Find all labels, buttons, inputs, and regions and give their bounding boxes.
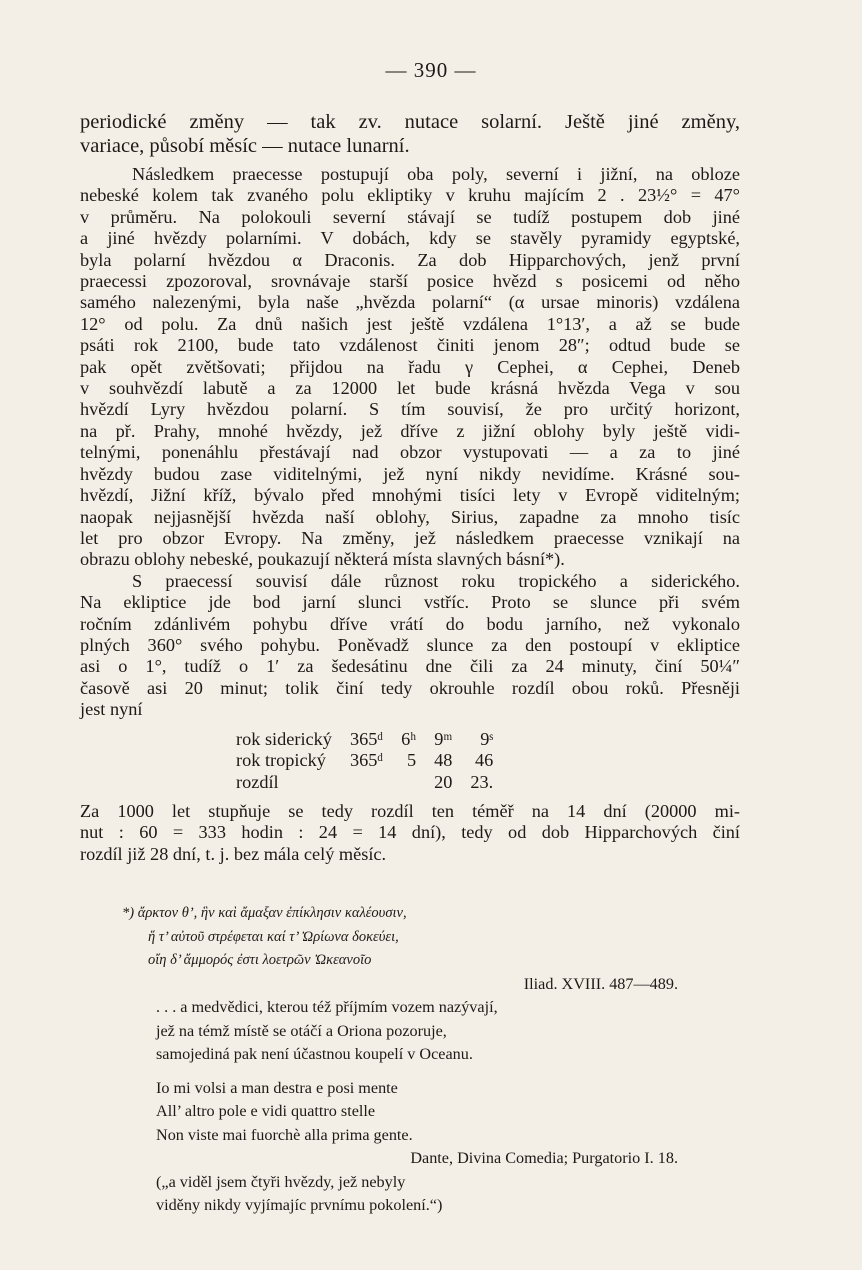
quote-line: οἴη δ’ ἄμμορός ἐστι λοετρῶν Ὠκεανοῖο — [148, 952, 372, 968]
quote-line: ἥ τ’ αὐτοῦ στρέφεται καί τ’ Ὠρίωνα δοκεύει, — [148, 928, 399, 945]
quote-reference: Dante, Divina Comedia; Purgatorio I. 18. — [410, 1149, 678, 1167]
text-line: nut : 60 = 333 hodin : 24 = 14 dní), tedy od dob Hipparchových činí — [80, 822, 740, 843]
italian-translation — [80, 1171, 740, 1218]
text-line: pak opět zvětšovati; přijdou na řadu γ Cephei, α Cephei, Deneb — [80, 356, 740, 377]
text-line: byla polarní hvězdou α Draconis. Za dob Hipparchových, jenž první — [80, 249, 740, 270]
text-line: asi o 1°, tudíž o 1′ za šedesátinu dne čili za 24 minuty, činí 50¼″ — [80, 656, 740, 677]
text-line: hvězdí Lyry hvězdou polarní. S tím souvisí, že pro určitý horizont, — [80, 399, 740, 420]
text-line: telnými, ponenáhlu přestávají nad obzor vystupovati — a za to jiné — [80, 442, 740, 463]
quote-line: . . . a medvědici, kterou též příjmím vozem nazývají, — [156, 998, 498, 1016]
quote-line: Non viste mai fuorchè alla prima gente. — [156, 1125, 413, 1144]
text-line: psáti rok 2100, bude tato vzdálenost činiti jenom 28″; odtud bude se — [80, 335, 740, 356]
table-cell: rozdíl — [236, 771, 279, 792]
paragraph-millennium — [80, 801, 740, 865]
italian-quote — [80, 1077, 740, 1148]
lead-paragraph — [80, 110, 740, 158]
text-line: v souhvězdí labutě a za 12000 let bude krásná hvězda Vega v sou — [80, 378, 740, 399]
table-row — [236, 750, 511, 772]
quote-line: samojediná pak není účastnou koupelí v Oceanu. — [156, 1045, 473, 1063]
table-cell: 365ᵈ — [349, 728, 384, 749]
quote-line: jež na témž místě se otáčí a Oriona pozoruje, — [156, 1021, 447, 1040]
text-line: ročním zdánlivém pohybu dříve vrátí do bodu jarního, než vykonalo — [80, 613, 740, 634]
table-cell: 48 — [434, 750, 453, 771]
paragraph-tropical-year — [80, 571, 740, 721]
table-cell: 46 — [474, 750, 494, 771]
text-line: nebeské kolem tak zvaného polu ekliptiky v kruhu majícím 2 . 23½° = 47° — [80, 185, 740, 206]
text-line: hvězdí, Jižní kříž, bývalo před mnohými tisíci lety v Evropě viditelným; — [80, 485, 740, 506]
text-line: rozdíl již 28 dní, t. j. bez mála celý měsíc. — [80, 843, 387, 864]
main-text — [80, 110, 740, 865]
text-line: v průměru. Na polokouli severní stávají se tudíž postupem dob jiné — [80, 206, 740, 227]
table-cell: 365ᵈ — [349, 750, 384, 771]
quote-line: Io mi volsi a man destra e posi mente — [156, 1078, 398, 1097]
text-line: praecessi zpozoroval, srovnávaje starší posice hvězd s posicemi od něho — [80, 271, 740, 292]
table-row — [236, 772, 511, 794]
table-cell: 9ᵐ — [434, 728, 453, 749]
paragraph-precession — [80, 164, 740, 571]
quote-reference: Iliad. XVIII. 487—489. — [523, 974, 678, 993]
text-line: a jiné hvězdy polarními. V dobách, kdy se stavěly pyramidy egyptské, — [80, 228, 740, 249]
text-line: variace, působí měsíc — nutace lunarní. — [80, 135, 410, 157]
table-cell: 23. — [470, 771, 494, 792]
text-line: Za 1000 let stupňuje se tedy rozdíl ten téměř na 14 dní (20000 mi- — [80, 801, 740, 822]
text-line: hvězdy budou zase viditelnými, jež nyní nikdy nevidíme. Krásné sou- — [80, 463, 740, 484]
table-cell — [401, 772, 434, 794]
table-cell: 20 — [434, 771, 453, 792]
table-cell: rok siderický — [236, 728, 332, 749]
quote-line: viděny nikdy vyjímajíc prvnímu pokolení.“) — [156, 1196, 443, 1214]
year-difference-table — [236, 729, 511, 794]
text-line: S praecessí souvisí dále různost roku tropického a siderického. — [132, 570, 740, 591]
footnote — [80, 902, 740, 1218]
text-line: časově asi 20 minut; tolik činí tedy okrouhle rozdíl obou roků. Přesněji — [80, 677, 740, 698]
table-cell: 5 — [406, 750, 417, 771]
table-cell — [350, 772, 401, 794]
quote-line: („a viděl jsem čtyři hvězdy, jež nebyly — [156, 1172, 406, 1191]
text-line: na př. Prahy, mnohé hvězdy, jež dříve z jižní oblohy byly ještě vidi- — [80, 420, 740, 441]
text-line: obrazu oblohy nebeské, poukazují některá místa slavných básní*). — [80, 549, 565, 570]
text-line: plných 360° svého pohybu. Poněvadž slunce za den postoupí v ekliptice — [80, 634, 740, 655]
table-cell: rok tropický — [236, 750, 326, 771]
czech-translation — [80, 996, 740, 1067]
text-line: samého nalezenými, byla naše „hvězda polarní“ (α ursae minoris) vzdálena — [80, 292, 740, 313]
table-cell: 9ˢ — [480, 728, 494, 749]
text-line: periodické změny — tak zv. nutace solarní. Ještě jiné změny, — [80, 111, 740, 133]
table-cell: 6ʰ — [401, 728, 417, 749]
page-number: — 390 — — [385, 58, 477, 82]
table-row — [236, 729, 511, 751]
text-line: let pro obzor Evropy. Na změny, jež následkem praecesse vznikají na — [80, 527, 740, 548]
text-line: 12° od polu. Za dnů našich jest ještě vzdálena 1°13′, a až se bude — [80, 313, 740, 334]
text-line: jest nyní — [80, 699, 143, 720]
text-line: Následkem praecesse postupují oba poly, severní i jižní, na obloze — [132, 164, 740, 184]
quote-line: All’ altro pole e vidi quattro stelle — [156, 1102, 376, 1120]
greek-quote — [80, 902, 740, 973]
text-line: naopak nejjasnější hvězda naší oblohy, Sirius, zapadne za mnoho tisíc — [80, 506, 740, 527]
quote-line: *) ἄρκτον θ’, ἣν καὶ ἄμαξαν ἐπίκλησιν καλέουσιν, — [122, 905, 407, 921]
text-line: Na ekliptice jde bod jarní slunci vstříc. Proto se slunce při svém — [80, 592, 740, 613]
